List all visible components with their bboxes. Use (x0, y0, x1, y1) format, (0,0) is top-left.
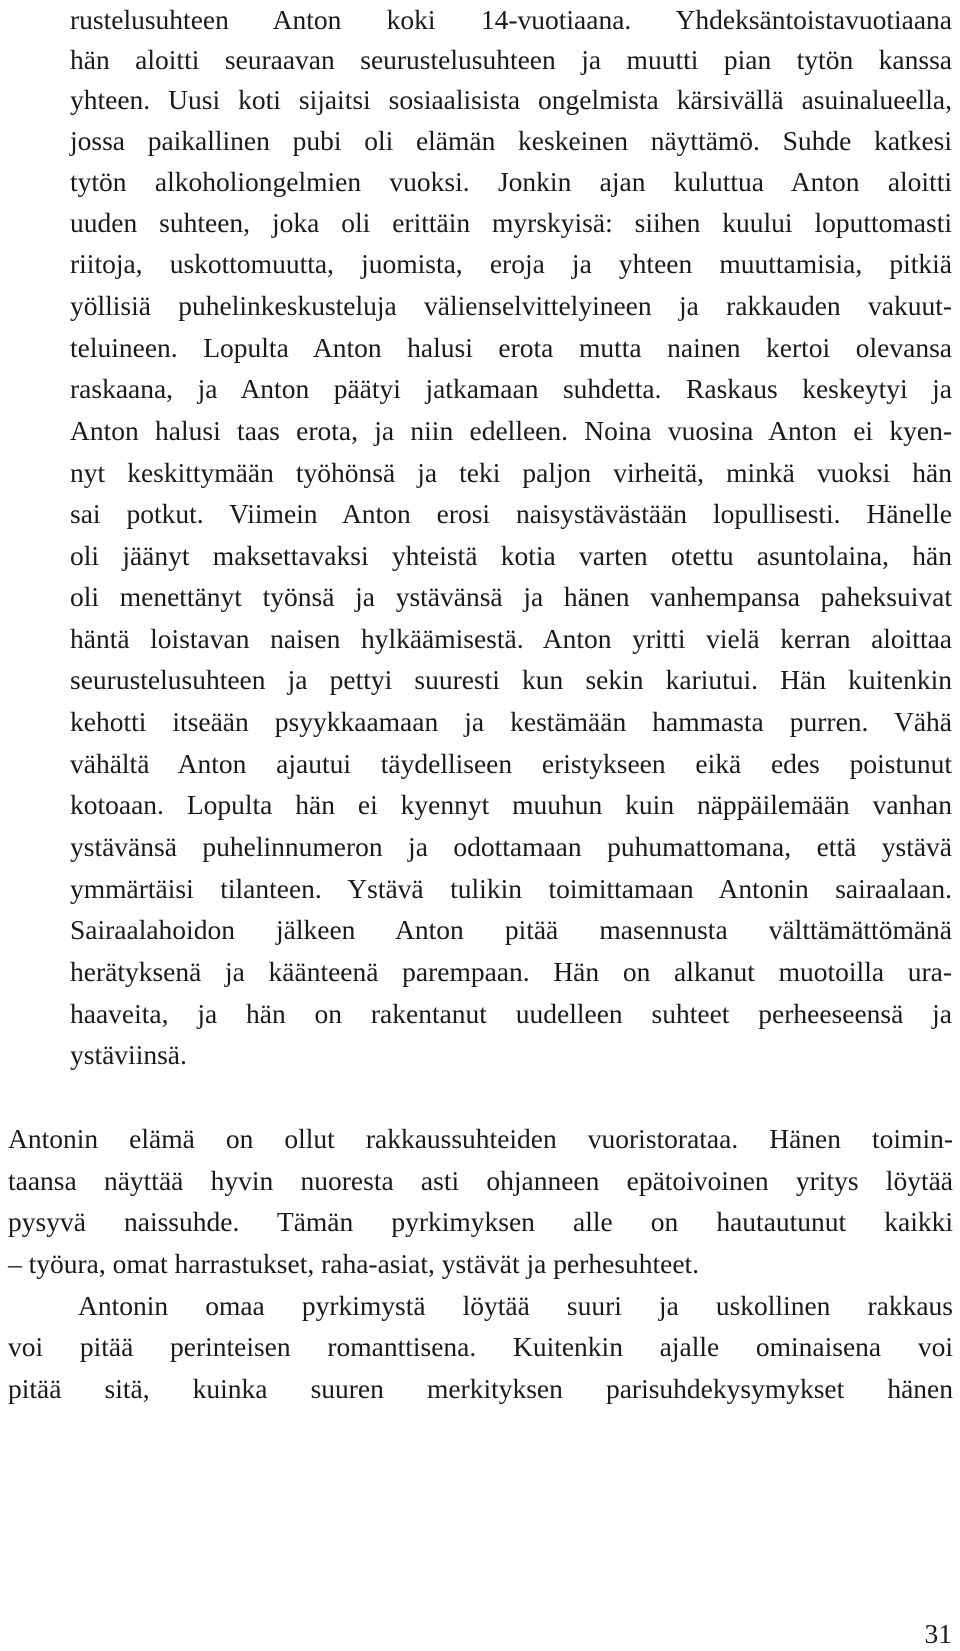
text-line: riitoja, uskottomuutta, juomista, eroja ja yhteen muuttamisia, pitkiä (70, 248, 952, 279)
text-line: yhteen. Uusi koti sijaitsi sosiaalisista ongelmista kärsivällä asuinalueella, (70, 84, 952, 115)
text-line: taansa näyttää hyvin nuoresta asti ohjanneen epätoivoinen yritys löytää (8, 1165, 953, 1196)
text-line: haaveita, ja hän on rakentanut uudelleen suhteet perheeseensä ja (70, 998, 952, 1029)
text-line: häntä loistavan naisen hylkäämisestä. Anton yritti vielä kerran aloittaa (70, 623, 952, 654)
text-line: teluineen. Lopulta Anton halusi erota mutta nainen kertoi olevansa (70, 332, 952, 363)
text-line: yöllisiä puhelinkeskusteluja välienselvittelyineen ja rakkauden vakuut- (70, 290, 952, 321)
text-line: uuden suhteen, joka oli erittäin myrskyisä: siihen kuului loputtomasti (70, 207, 952, 238)
text-line: Anton halusi taas erota, ja niin edelleen. Noina vuosina Anton ei kyen- (70, 415, 952, 446)
text-line: rustelusuhteen Anton koki 14-vuotiaana. Yhdeksäntoistavuotiaana (70, 4, 952, 35)
text-line: hän aloitti seuraavan seurustelusuhteen ja muutti pian tytön kanssa (70, 44, 952, 75)
text-line: vähältä Anton ajautui täydelliseen eristykseen eikä edes poistunut (70, 748, 952, 779)
text-line: tytön alkoholiongelmien vuoksi. Jonkin ajan kuluttua Anton aloitti (70, 166, 952, 197)
text-line: Antonin elämä on ollut rakkaussuhteiden vuoristorataa. Hänen toimin- (8, 1123, 953, 1154)
text-line: Antonin omaa pyrkimystä löytää suuri ja uskollinen rakkaus (78, 1290, 953, 1321)
text-line: raskaana, ja Anton päätyi jatkamaan suhdetta. Raskaus keskeytyi ja (70, 373, 952, 404)
text-line: oli menettänyt työnsä ja ystävänsä ja hänen vanhempansa paheksuivat (70, 581, 952, 612)
text-line: nyt keskittymään työhönsä ja teki paljon virheitä, minkä vuoksi hän (70, 457, 952, 488)
text-line: ystävänsä puhelinnumeron ja odottamaan puhumattomana, että ystävä (70, 831, 952, 862)
text-line: Sairaalahoidon jälkeen Anton pitää masennusta välttämättömänä (70, 914, 952, 945)
text-line: herätyksenä ja käänteenä parempaan. Hän on alkanut muotoilla ura- (70, 956, 952, 987)
text-line: kotoaan. Lopulta hän ei kyennyt muuhun kuin näppäilemään vanhan (70, 789, 952, 820)
text-line: seurustelusuhteen ja pettyi suuresti kun sekin kariutui. Hän kuitenkin (70, 664, 952, 695)
text-line: jossa paikallinen pubi oli elämän keskeinen näyttämö. Suhde katkesi (70, 125, 952, 156)
text-line: pysyvä naissuhde. Tämän pyrkimyksen alle on hautautunut kaikki (8, 1206, 953, 1237)
page-number: 31 (924, 1618, 952, 1649)
text-line: voi pitää perinteisen romanttisena. Kuitenkin ajalle ominaisena voi (8, 1331, 953, 1362)
text-line: pitää sitä, kuinka suuren merkityksen parisuhdekysymykset hänen (8, 1373, 953, 1404)
text-line: – työura, omat harrastukset, raha-asiat, ystävät ja perhesuhteet. (8, 1248, 700, 1279)
text-line: ystäviinsä. (70, 1039, 187, 1070)
text-line: kehotti itseään psyykkaamaan ja kestämään hammasta purren. Vähä (70, 706, 952, 737)
text-line: sai potkut. Viimein Anton erosi naisystävästään lopullisesti. Hänelle (70, 498, 952, 529)
text-line: ymmärtäisi tilanteen. Ystävä tulikin toimittamaan Antonin sairaalaan. (70, 873, 952, 904)
text-line: oli jäänyt maksettavaksi yhteistä kotia varten otettu asuntolaina, hän (70, 540, 952, 571)
